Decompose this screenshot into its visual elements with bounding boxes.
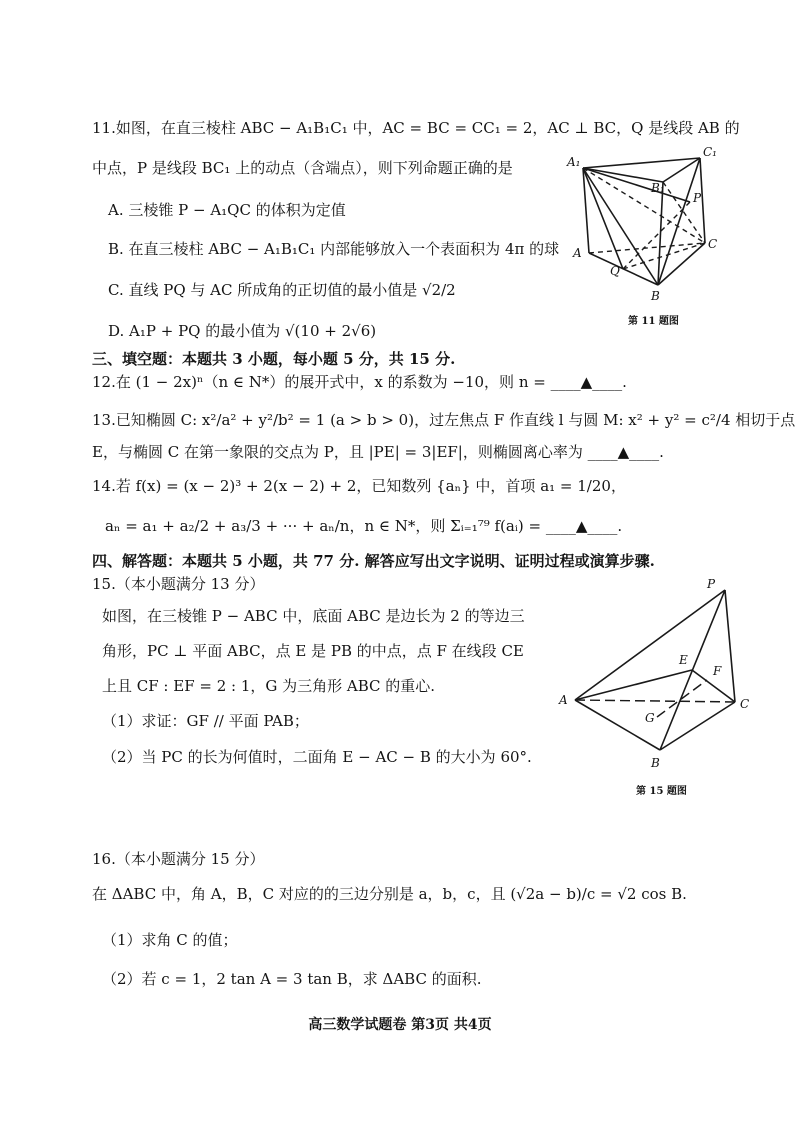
q15-line2: 角形，PC ⊥ 平面 ABC，点 E 是 PB 的中点，点 F 在线段 CE bbox=[102, 642, 524, 660]
label-q: Q bbox=[610, 264, 620, 278]
q11-line2: 中点，P 是线段 BC₁ 上的动点（含端点），则下列命题正确的是 bbox=[92, 159, 513, 177]
label-p: P bbox=[707, 577, 716, 591]
section3-heading: 三、填空题：本题共 3 小题，每小题 5 分，共 15 分. bbox=[92, 350, 456, 368]
label-b: B bbox=[651, 756, 660, 770]
q11-option-a: A. 三棱锥 P − A₁QC 的体积为定值 bbox=[108, 201, 346, 219]
q14-line2: aₙ = a₁ + a₂/2 + a₃/3 + ··· + aₙ/n，n ∈ N*，则 Σᵢ₌₁⁷⁹ f(aᵢ) = ____▲____. bbox=[105, 517, 623, 535]
edge-a-b bbox=[575, 700, 660, 750]
edge-p-c bbox=[725, 590, 735, 702]
q13-line1: 13.已知椭圆 C: x²/a² + y²/b² = 1 (a > b > 0)，过左焦点 F 作直线 l 与圆 M: x² + y² = c²/4 相切于点 bbox=[92, 411, 796, 429]
label-a: A bbox=[573, 246, 582, 260]
label-f: F bbox=[713, 664, 722, 678]
q16-line1: 在 ΔABC 中，角 A，B，C 对应的的三边分别是 a，b，c，且 (√2a − b)/c = √2 cos B. bbox=[92, 885, 687, 903]
q15-figure bbox=[555, 572, 770, 772]
label-a1: A₁ bbox=[567, 155, 581, 169]
q13-line2: E，与椭圆 C 在第一象限的交点为 P，且 |PE| = 3|EF|，则椭圆离心率为 ____▲____. bbox=[92, 443, 664, 461]
q15-header: 15.（本小题满分 13 分） bbox=[92, 575, 265, 593]
q11-figure bbox=[565, 140, 730, 305]
q15-part1: （1）求证：GF // 平面 PAB； bbox=[102, 712, 309, 730]
q11-figure-caption: 第 11 题图 bbox=[628, 316, 679, 327]
q11-option-d: D. A₁P + PQ 的最小值为 √(10 + 2√6) bbox=[108, 322, 377, 340]
label-c: C bbox=[708, 237, 718, 251]
q11-option-c: C. 直线 PQ 与 AC 所成角的正切值的最小值是 √2/2 bbox=[108, 281, 456, 299]
edge-a-c bbox=[575, 700, 735, 702]
label-c1: C₁ bbox=[703, 145, 717, 159]
label-p: P bbox=[693, 191, 702, 205]
section4-heading: 四、解答题：本题共 5 小题，共 77 分. 解答应写出文字说明、证明过程或演算步骤. bbox=[92, 552, 655, 570]
edge-p-q bbox=[623, 202, 690, 269]
q11-option-b: B. 在直三棱柱 ABC − A₁B₁C₁ 内部能够放入一个表面积为 4π 的球 bbox=[108, 240, 560, 258]
label-g: G bbox=[645, 711, 655, 725]
edge-a1-c1 bbox=[583, 158, 700, 168]
q15-part2: （2）当 PC 的长为何值时，二面角 E − AC − B 的大小为 60°. bbox=[102, 748, 532, 766]
q15-figure-caption: 第 15 题图 bbox=[636, 786, 687, 797]
q11-line1: 11.如图，在直三棱柱 ABC − A₁B₁C₁ 中，AC = BC = CC₁ = 2，AC ⊥ BC，Q 是线段 AB 的 bbox=[92, 119, 740, 137]
edge-b1-c1 bbox=[663, 158, 700, 182]
q15-line3: 上且 CF : EF = 2 : 1，G 为三角形 ABC 的重心. bbox=[102, 677, 436, 695]
q16-part1: （1）求角 C 的值； bbox=[102, 931, 238, 949]
label-b1: B₁ bbox=[651, 181, 665, 195]
q15-line1: 如图，在三棱锥 P − ABC 中，底面 ABC 是边长为 2 的等边三 bbox=[102, 607, 525, 625]
label-c: C bbox=[740, 697, 750, 711]
q16-part2: （2）若 c = 1，2 tan A = 3 tan B，求 ΔABC 的面积. bbox=[102, 970, 482, 988]
edge-a-e bbox=[575, 670, 692, 700]
edge-g-f bbox=[657, 680, 707, 717]
label-b: B bbox=[651, 289, 660, 303]
page-footer: 高三数学试题卷 第3页 共4页 bbox=[308, 1017, 492, 1033]
q16-header: 16.（本小题满分 15 分） bbox=[92, 850, 265, 868]
label-a: A bbox=[559, 693, 568, 707]
edge-b1-b bbox=[658, 182, 663, 285]
q12-text: 12.在 (1 − 2x)ⁿ（n ∈ N*）的展开式中，x 的系数为 −10，则 n = ____▲____. bbox=[92, 373, 627, 391]
label-e: E bbox=[679, 653, 688, 667]
edge-b-c bbox=[660, 702, 735, 750]
q14-line1: 14.若 f(x) = (x − 2)³ + 2(x − 2) + 2，已知数列 {aₙ} 中，首项 a₁ = 1/20， bbox=[92, 477, 626, 495]
